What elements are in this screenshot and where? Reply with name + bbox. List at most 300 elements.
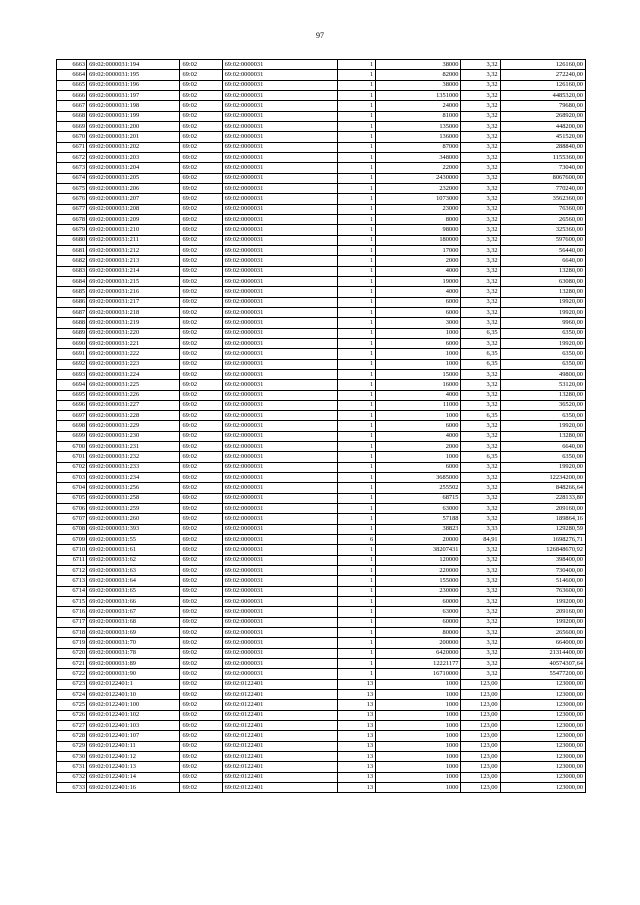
cell-row-no: 6727 [57, 721, 87, 731]
cell-quarter: 69:02:0000031 [222, 70, 337, 80]
cell-row-no: 6673 [57, 163, 87, 173]
cell-area: 1000 [376, 359, 461, 369]
cell-rate: 3,32 [461, 194, 500, 204]
cell-district: 69:02 [180, 493, 222, 503]
cell-cadastral-number: 69:02:0000031:221 [87, 338, 180, 348]
cell-rate: 6,35 [461, 411, 500, 421]
cell-quarter: 69:02:0000031 [222, 586, 337, 596]
cell-value: 19920,00 [500, 421, 585, 431]
cell-row-no: 6674 [57, 173, 87, 183]
cell-count: 1 [338, 586, 376, 596]
cell-quarter: 69:02:0122401 [222, 762, 337, 772]
cell-count: 1 [338, 338, 376, 348]
cell-count: 1 [338, 524, 376, 534]
cell-district: 69:02 [180, 183, 222, 193]
cell-rate: 3,32 [461, 132, 500, 142]
cell-row-no: 6715 [57, 597, 87, 607]
cell-value: 126848670,92 [500, 545, 585, 555]
cell-cadastral-number: 69:02:0000031:213 [87, 256, 180, 266]
cell-count: 1 [338, 566, 376, 576]
cell-district: 69:02 [180, 256, 222, 266]
cell-value: 6350,00 [500, 452, 585, 462]
cell-cadastral-number: 69:02:0000031:203 [87, 152, 180, 162]
cell-cadastral-number: 69:02:0000031:223 [87, 359, 180, 369]
cell-row-no: 6729 [57, 741, 87, 751]
table-row [57, 431, 586, 441]
page-number: 97 [316, 31, 324, 40]
cell-count: 1 [338, 483, 376, 493]
cell-value: 55477200,00 [500, 669, 585, 679]
cell-quarter: 69:02:0000031 [222, 504, 337, 514]
cell-district: 69:02 [180, 483, 222, 493]
cell-area: 63000 [376, 504, 461, 514]
cell-quarter: 69:02:0122401 [222, 690, 337, 700]
table-row [57, 700, 586, 710]
cell-area: 1000 [376, 731, 461, 741]
cell-cadastral-number: 69:02:0000031:61 [87, 545, 180, 555]
cell-value: 268920,00 [500, 111, 585, 121]
cell-area: 98000 [376, 225, 461, 235]
cell-cadastral-number: 69:02:0000031:195 [87, 70, 180, 80]
cell-row-no: 6732 [57, 772, 87, 782]
table-row [57, 142, 586, 152]
cell-value: 451520,00 [500, 132, 585, 142]
cell-area: 38000 [376, 80, 461, 90]
table-row [57, 204, 586, 214]
cell-value: 4485320,00 [500, 90, 585, 100]
table-row [57, 659, 586, 669]
cell-rate: 3,32 [461, 245, 500, 255]
cell-count: 1 [338, 576, 376, 586]
cell-area: 15000 [376, 369, 461, 379]
cell-area: 232000 [376, 183, 461, 193]
table-row [57, 70, 586, 80]
cell-quarter: 69:02:0000031 [222, 132, 337, 142]
cell-quarter: 69:02:0000031 [222, 256, 337, 266]
table-row [57, 318, 586, 328]
cell-value: 40574307,64 [500, 659, 585, 669]
cell-district: 69:02 [180, 545, 222, 555]
cell-district: 69:02 [180, 669, 222, 679]
cell-district: 69:02 [180, 121, 222, 131]
cell-value: 265600,00 [500, 628, 585, 638]
table-row [57, 245, 586, 255]
cell-row-no: 6693 [57, 369, 87, 379]
cell-rate: 3,32 [461, 493, 500, 503]
table-row [57, 504, 586, 514]
cell-rate: 123,00 [461, 721, 500, 731]
cell-count: 13 [338, 679, 376, 689]
cell-row-no: 6700 [57, 442, 87, 452]
cell-quarter: 69:02:0122401 [222, 751, 337, 761]
cell-row-no: 6704 [57, 483, 87, 493]
cell-cadastral-number: 69:02:0000031:55 [87, 535, 180, 545]
cell-district: 69:02 [180, 617, 222, 627]
cell-quarter: 69:02:0000031 [222, 411, 337, 421]
cell-row-no: 6670 [57, 132, 87, 142]
cell-count: 1 [338, 245, 376, 255]
cell-quarter: 69:02:0000031 [222, 628, 337, 638]
cell-value: 228133,80 [500, 493, 585, 503]
cell-quarter: 69:02:0000031 [222, 576, 337, 586]
table-row [57, 359, 586, 369]
cell-row-no: 6691 [57, 349, 87, 359]
cell-count: 13 [338, 782, 376, 792]
cell-cadastral-number: 69:02:0000031:260 [87, 514, 180, 524]
cell-rate: 3,32 [461, 504, 500, 514]
cell-cadastral-number: 69:02:0000031:258 [87, 493, 180, 503]
cell-district: 69:02 [180, 60, 222, 70]
cell-row-no: 6690 [57, 338, 87, 348]
cell-quarter: 69:02:0122401 [222, 782, 337, 792]
cell-rate: 123,00 [461, 710, 500, 720]
cell-value: 763600,00 [500, 586, 585, 596]
table-row [57, 266, 586, 276]
cell-value: 19920,00 [500, 307, 585, 317]
cell-count: 1 [338, 369, 376, 379]
cell-row-no: 6686 [57, 297, 87, 307]
cell-rate: 3,32 [461, 576, 500, 586]
cell-quarter: 69:02:0000031 [222, 400, 337, 410]
cell-area: 3000 [376, 318, 461, 328]
table-row [57, 307, 586, 317]
cell-district: 69:02 [180, 638, 222, 648]
cell-value: 6640,00 [500, 256, 585, 266]
cell-rate: 123,00 [461, 751, 500, 761]
cell-value: 123000,00 [500, 679, 585, 689]
cell-count: 1 [338, 452, 376, 462]
table-row [57, 152, 586, 162]
cell-rate: 123,00 [461, 700, 500, 710]
cell-row-no: 6702 [57, 462, 87, 472]
cell-cadastral-number: 69:02:0000031:89 [87, 659, 180, 669]
cell-count: 13 [338, 762, 376, 772]
cell-district: 69:02 [180, 194, 222, 204]
cell-quarter: 69:02:0000031 [222, 90, 337, 100]
cell-quarter: 69:02:0000031 [222, 266, 337, 276]
table-row [57, 380, 586, 390]
cell-cadastral-number: 69:02:0000031:64 [87, 576, 180, 586]
cell-rate: 123,00 [461, 762, 500, 772]
cell-count: 1 [338, 514, 376, 524]
cell-cadastral-number: 69:02:0000031:232 [87, 452, 180, 462]
cell-row-no: 6719 [57, 638, 87, 648]
cell-value: 770240,00 [500, 183, 585, 193]
cell-value: 49800,00 [500, 369, 585, 379]
cell-quarter: 69:02:0000031 [222, 462, 337, 472]
cell-value: 73040,00 [500, 163, 585, 173]
cell-rate: 3,32 [461, 442, 500, 452]
cell-area: 60000 [376, 597, 461, 607]
cell-area: 4000 [376, 390, 461, 400]
table-row [57, 349, 586, 359]
cell-cadastral-number: 69:02:0000031:202 [87, 142, 180, 152]
table-row [57, 369, 586, 379]
cell-row-no: 6666 [57, 90, 87, 100]
cell-area: 6000 [376, 297, 461, 307]
cell-count: 1 [338, 90, 376, 100]
cell-value: 3562360,00 [500, 194, 585, 204]
cell-count: 1 [338, 628, 376, 638]
table-row [57, 390, 586, 400]
cell-rate: 3,32 [461, 142, 500, 152]
cell-rate: 3,32 [461, 121, 500, 131]
cell-value: 209160,00 [500, 607, 585, 617]
cell-count: 1 [338, 287, 376, 297]
cell-row-no: 6682 [57, 256, 87, 266]
cell-row-no: 6695 [57, 390, 87, 400]
cell-count: 13 [338, 731, 376, 741]
cell-rate: 3,32 [461, 648, 500, 658]
cell-district: 69:02 [180, 390, 222, 400]
cell-area: 1000 [376, 411, 461, 421]
cell-row-no: 6711 [57, 555, 87, 565]
table-row [57, 679, 586, 689]
cell-rate: 3,32 [461, 462, 500, 472]
cell-quarter: 69:02:0000031 [222, 431, 337, 441]
cell-row-no: 6713 [57, 576, 87, 586]
cell-row-no: 6669 [57, 121, 87, 131]
cell-value: 63080,00 [500, 276, 585, 286]
cell-quarter: 69:02:0000031 [222, 80, 337, 90]
table-row [57, 338, 586, 348]
cell-rate: 3,32 [461, 400, 500, 410]
cell-row-no: 6716 [57, 607, 87, 617]
cell-area: 1073000 [376, 194, 461, 204]
cell-rate: 3,32 [461, 204, 500, 214]
table-row [57, 225, 586, 235]
cell-cadastral-number: 69:02:0000031:393 [87, 524, 180, 534]
table-row [57, 772, 586, 782]
cell-row-no: 6681 [57, 245, 87, 255]
cell-district: 69:02 [180, 214, 222, 224]
cell-rate: 3,32 [461, 483, 500, 493]
table-body [57, 60, 586, 793]
cell-district: 69:02 [180, 287, 222, 297]
cell-quarter: 69:02:0000031 [222, 473, 337, 483]
cell-area: 57188 [376, 514, 461, 524]
cell-quarter: 69:02:0000031 [222, 597, 337, 607]
cell-count: 1 [338, 214, 376, 224]
table-row [57, 638, 586, 648]
cell-area: 4000 [376, 266, 461, 276]
cell-rate: 3,32 [461, 90, 500, 100]
cell-district: 69:02 [180, 535, 222, 545]
cell-quarter: 69:02:0000031 [222, 276, 337, 286]
cell-area: 38000 [376, 60, 461, 70]
cell-quarter: 69:02:0122401 [222, 700, 337, 710]
cell-value: 12234200,00 [500, 473, 585, 483]
cell-rate: 3,32 [461, 276, 500, 286]
cell-row-no: 6718 [57, 628, 87, 638]
cell-count: 1 [338, 359, 376, 369]
cell-rate: 3,32 [461, 338, 500, 348]
cell-quarter: 69:02:0000031 [222, 60, 337, 70]
table-row [57, 276, 586, 286]
cell-area: 81000 [376, 111, 461, 121]
cell-cadastral-number: 69:02:0000031:205 [87, 173, 180, 183]
cell-district: 69:02 [180, 566, 222, 576]
cell-count: 13 [338, 710, 376, 720]
table-row [57, 163, 586, 173]
cell-cadastral-number: 69:02:0000031:198 [87, 101, 180, 111]
cell-row-no: 6709 [57, 535, 87, 545]
cell-cadastral-number: 69:02:0000031:200 [87, 121, 180, 131]
cell-cadastral-number: 69:02:0000031:225 [87, 380, 180, 390]
table-row [57, 493, 586, 503]
cell-area: 1000 [376, 782, 461, 792]
cell-cadastral-number: 69:02:0000031:218 [87, 307, 180, 317]
cell-rate: 3,32 [461, 369, 500, 379]
cell-rate: 3,32 [461, 173, 500, 183]
cell-value: 398400,00 [500, 555, 585, 565]
cell-value: 6350,00 [500, 359, 585, 369]
cell-row-no: 6699 [57, 431, 87, 441]
cell-rate: 6,35 [461, 452, 500, 462]
cell-quarter: 69:02:0000031 [222, 328, 337, 338]
cell-district: 69:02 [180, 318, 222, 328]
cell-district: 69:02 [180, 101, 222, 111]
cell-area: 11000 [376, 400, 461, 410]
cell-area: 1000 [376, 772, 461, 782]
cell-value: 597600,00 [500, 235, 585, 245]
cell-cadastral-number: 69:02:0000031:224 [87, 369, 180, 379]
cell-district: 69:02 [180, 710, 222, 720]
cell-district: 69:02 [180, 411, 222, 421]
cell-cadastral-number: 69:02:0000031:78 [87, 648, 180, 658]
cell-row-no: 6731 [57, 762, 87, 772]
cell-row-no: 6723 [57, 679, 87, 689]
cell-count: 1 [338, 173, 376, 183]
cell-rate: 3,32 [461, 60, 500, 70]
cell-rate: 3,32 [461, 152, 500, 162]
cell-quarter: 69:02:0000031 [222, 359, 337, 369]
cell-cadastral-number: 69:02:0000031:90 [87, 669, 180, 679]
cell-area: 82000 [376, 70, 461, 80]
cell-area: 6000 [376, 338, 461, 348]
cell-quarter: 69:02:0000031 [222, 535, 337, 545]
cell-rate: 3,32 [461, 70, 500, 80]
cell-district: 69:02 [180, 473, 222, 483]
cell-cadastral-number: 69:02:0000031:194 [87, 60, 180, 70]
cell-count: 1 [338, 121, 376, 131]
cell-value: 123000,00 [500, 762, 585, 772]
cell-district: 69:02 [180, 359, 222, 369]
cell-quarter: 69:02:0122401 [222, 710, 337, 720]
cell-rate: 3,32 [461, 163, 500, 173]
cell-district: 69:02 [180, 576, 222, 586]
table-row [57, 524, 586, 534]
cell-row-no: 6689 [57, 328, 87, 338]
cell-row-no: 6726 [57, 710, 87, 720]
cell-cadastral-number: 69:02:0000031:219 [87, 318, 180, 328]
table-row [57, 411, 586, 421]
cell-count: 1 [338, 183, 376, 193]
cell-count: 1 [338, 659, 376, 669]
cell-district: 69:02 [180, 307, 222, 317]
cell-quarter: 69:02:0000031 [222, 349, 337, 359]
cell-area: 4000 [376, 287, 461, 297]
cell-quarter: 69:02:0000031 [222, 214, 337, 224]
cell-cadastral-number: 69:02:0122401:103 [87, 721, 180, 731]
cell-quarter: 69:02:0000031 [222, 638, 337, 648]
cell-rate: 6,35 [461, 328, 500, 338]
table-row [57, 111, 586, 121]
cell-value: 6350,00 [500, 349, 585, 359]
cell-district: 69:02 [180, 142, 222, 152]
cell-cadastral-number: 69:02:0122401:10 [87, 690, 180, 700]
cell-area: 1000 [376, 710, 461, 720]
cell-district: 69:02 [180, 380, 222, 390]
cell-cadastral-number: 69:02:0000031:212 [87, 245, 180, 255]
cell-quarter: 69:02:0000031 [222, 245, 337, 255]
cell-value: 19920,00 [500, 462, 585, 472]
cell-quarter: 69:02:0000031 [222, 307, 337, 317]
cell-quarter: 69:02:0122401 [222, 679, 337, 689]
cell-district: 69:02 [180, 586, 222, 596]
cell-area: 120000 [376, 555, 461, 565]
cell-quarter: 69:02:0000031 [222, 338, 337, 348]
table-row [57, 483, 586, 493]
cell-rate: 6,35 [461, 359, 500, 369]
cell-area: 180000 [376, 235, 461, 245]
cell-quarter: 69:02:0000031 [222, 617, 337, 627]
cell-district: 69:02 [180, 690, 222, 700]
cell-count: 1 [338, 493, 376, 503]
table-row [57, 452, 586, 462]
cell-rate: 3,32 [461, 586, 500, 596]
cell-district: 69:02 [180, 782, 222, 792]
cell-value: 19920,00 [500, 297, 585, 307]
cell-value: 448200,00 [500, 121, 585, 131]
cell-quarter: 69:02:0000031 [222, 235, 337, 245]
cell-rate: 3,32 [461, 607, 500, 617]
cell-value: 325360,00 [500, 225, 585, 235]
cell-value: 664000,00 [500, 638, 585, 648]
cell-cadastral-number: 69:02:0000031:234 [87, 473, 180, 483]
cell-area: 4000 [376, 431, 461, 441]
cell-district: 69:02 [180, 204, 222, 214]
cell-count: 1 [338, 328, 376, 338]
cell-count: 1 [338, 60, 376, 70]
cell-quarter: 69:02:0000031 [222, 142, 337, 152]
cell-rate: 3,32 [461, 80, 500, 90]
cell-value: 6350,00 [500, 328, 585, 338]
cell-value: 209160,00 [500, 504, 585, 514]
cell-count: 1 [338, 111, 376, 121]
table-row [57, 648, 586, 658]
cell-value: 26560,00 [500, 214, 585, 224]
cell-area: 6420000 [376, 648, 461, 658]
cell-quarter: 69:02:0000031 [222, 545, 337, 555]
table-row [57, 183, 586, 193]
cell-count: 13 [338, 751, 376, 761]
cell-area: 80000 [376, 628, 461, 638]
cell-row-no: 6697 [57, 411, 87, 421]
cell-district: 69:02 [180, 628, 222, 638]
cell-district: 69:02 [180, 741, 222, 751]
cell-district: 69:02 [180, 276, 222, 286]
table-row [57, 400, 586, 410]
cell-quarter: 69:02:0000031 [222, 555, 337, 565]
cell-cadastral-number: 69:02:0000031:204 [87, 163, 180, 173]
cell-rate: 123,00 [461, 731, 500, 741]
cell-cadastral-number: 69:02:0000031:199 [87, 111, 180, 121]
cell-value: 199200,00 [500, 597, 585, 607]
cell-row-no: 6675 [57, 183, 87, 193]
cell-count: 1 [338, 101, 376, 111]
cell-district: 69:02 [180, 431, 222, 441]
